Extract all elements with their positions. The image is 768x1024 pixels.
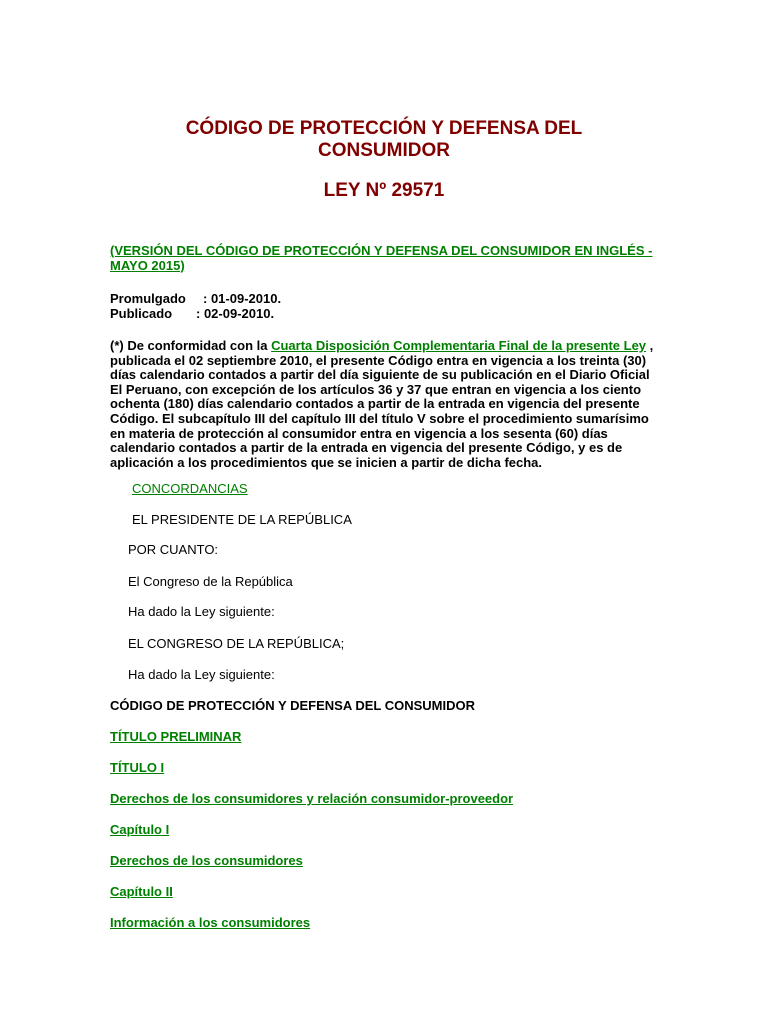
page-title-line1: CÓDIGO DE PROTECCIÓN Y DEFENSA DEL: [185, 118, 583, 139]
concordancias-link[interactable]: CONCORDANCIAS: [132, 481, 248, 496]
note-suffix: ,: [649, 338, 654, 353]
toc-link-titulo-preliminar[interactable]: TÍTULO PRELIMINAR: [110, 729, 242, 744]
code-title: CÓDIGO DE PROTECCIÓN Y DEFENSA DEL CONSUMIDOR: [110, 698, 476, 713]
law-number: LEY Nº 29571: [323, 180, 445, 201]
publicado-label: Publicado: [110, 305, 173, 321]
por-cuanto: POR CUANTO:: [128, 542, 219, 557]
toc-link-capitulo-i[interactable]: Capítulo I: [110, 822, 170, 837]
congreso-text: El Congreso de la República: [128, 574, 293, 589]
english-version-link[interactable]: [110, 244, 660, 273]
ha-dado-text-2: Ha dado la Ley siguiente:: [128, 667, 275, 682]
congreso-caps-text: EL CONGRESO DE LA REPÚBLICA;: [128, 636, 345, 651]
cuarta-disposicion-link[interactable]: Cuarta Disposición Complementaria Final de la presente Ley: [271, 338, 647, 353]
promulgado-value: : 01-09-2010.: [203, 291, 282, 306]
note-line: calendario contados a partir de la entrada en vigencia del presente Código, y es de: [110, 440, 623, 456]
note-line: en materia de protección al consumidor entra en vigencia a los sesenta (60) días: [110, 425, 608, 441]
publicado-value: : 02-09-2010.: [196, 305, 275, 321]
note-line: Código. El subcapítulo III del capítulo III del título V sobre el procedimiento sumarísimo: [110, 410, 649, 426]
toc-link-derechos-consumidores[interactable]: Derechos de los consumidores: [110, 853, 303, 868]
note-line: aplicación a los procedimientos que se inicien a partir de dicha fecha.: [110, 454, 543, 470]
toc-link-informacion[interactable]: Información a los consumidores: [110, 915, 311, 930]
page-title-line2: CONSUMIDOR: [318, 140, 450, 161]
toc-link-derechos-relacion[interactable]: Derechos de los consumidores y relación consumidor-proveedor: [110, 791, 514, 806]
english-version-link-line2[interactable]: MAYO 2015): [110, 257, 185, 273]
dates-block: [110, 292, 660, 321]
promulgado-row: [110, 292, 660, 307]
note-prefix: (*) De conformidad con la: [110, 338, 268, 353]
promulgado-label: Promulgado: [110, 291, 186, 306]
publicado-row: [110, 307, 660, 322]
note-line: ochenta (180) días calendario contados a partir de la entrada en vigencia del presente: [110, 396, 640, 412]
vigencia-note: [110, 339, 660, 470]
note-line: publicada el 02 septiembre 2010, el presente Código entra en vigencia a los treinta (30): [110, 352, 647, 368]
note-first-line: [110, 339, 660, 354]
english-version-link-line1[interactable]: (VERSIÓN DEL CÓDIGO DE PROTECCIÓN Y DEFENSA DEL CONSUMIDOR EN INGLÉS -: [110, 243, 653, 258]
presidente-heading: EL PRESIDENTE DE LA REPÚBLICA: [132, 512, 352, 527]
toc-link-titulo-i[interactable]: TÍTULO I: [110, 760, 165, 775]
ha-dado-text-1: Ha dado la Ley siguiente:: [128, 604, 275, 619]
note-line: días calendario contados a partir del día siguiente de su publicación en el Diario Oficial: [110, 367, 650, 383]
toc-link-capitulo-ii[interactable]: Capítulo II: [110, 884, 173, 899]
note-line: El Peruano, con excepción de los artículos 36 y 37 que entran en vigencia a los ciento: [110, 381, 642, 397]
